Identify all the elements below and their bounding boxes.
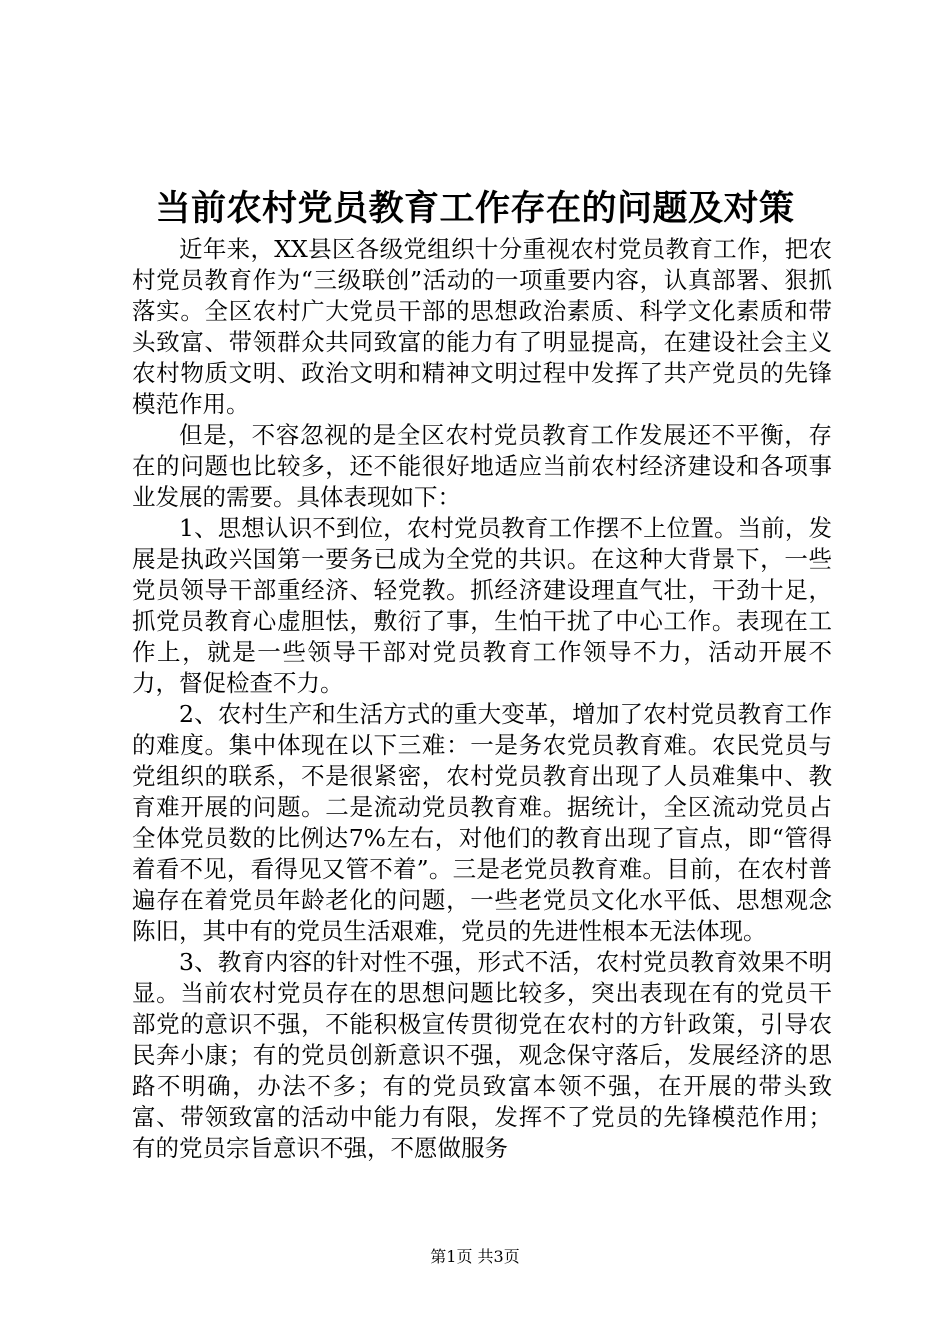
paragraph-problems-overview: 但是，不容忽视的是全区农村党员教育工作发展还不平衡，存在的问题也比较多，还不能很好地适应当前农村经济建设和各项事业发展的需要。具体表现如下： (132, 421, 832, 511)
paragraph-intro: 近年来，XX县区各级党组织十分重视农村党员教育工作，把农村党员教育作为“三级联创”活动的一项重要内容，认真部署、狠抓落实。全区农村广大党员干部的思想政治素质、科学文化素质和带头致富、带领群众共同致富的能力有了明显提高，在建设社会主义农村物质文明、政治文明和精神文明过程中发挥了共产党员的先锋模范作用。 (132, 235, 832, 418)
document-body (132, 234, 832, 1164)
paragraph-problem-2: 2、农村生产和生活方式的重大变革，增加了农村党员教育工作的难度。集中体现在以下三难：一是务农党员教育难。农民党员与党组织的联系，不是很紧密，农村党员教育出现了人员难集中、教育难开展的问题。二是流动党员教育难。据统计，全区流动党员占全体党员数的比例达7%左右，对他们的教育出现了盲点，即“管得着看不见，看得见又管不着”。三是老党员教育难。目前，在农村普遍存在着党员年龄老化的问题，一些老党员文化水平低、思想观念陈旧，其中有的党员生活艰难，党员的先进性根本无法体现。 (132, 700, 832, 945)
paragraph-problem-1: 1、思想认识不到位，农村党员教育工作摆不上位置。当前，发展是执政兴国第一要务已成为全党的共识。在这种大背景下，一些党员领导干部重经济、轻党教。抓经济建设理直气壮，干劲十足，抓党员教育心虚胆怯，敷衍了事，生怕干扰了中心工作。表现在工作上，就是一些领导干部对党员教育工作领导不力，活动开展不力，督促检查不力。 (132, 514, 832, 697)
document-title: 当前农村党员教育工作存在的问题及对策 (155, 188, 795, 229)
paragraph-problem-3: 3、教育内容的针对性不强，形式不活，农村党员教育效果不明显。当前农村党员存在的思想问题比较多，突出表现在有的党员干部党的意识不强，不能积极宣传贯彻党在农村的方针政策，引导农民奔小康；有的党员创新意识不强，观念保守落后，发展经济的思路不明确，办法不多；有的党员致富本领不强，在开展的带头致富、带领致富的活动中能力有限，发挥不了党员的先锋模范作用；有的党员宗旨意识不强，不愿做服务 (132, 948, 832, 1162)
page-footer: 第1页 共3页 (430, 1247, 520, 1266)
